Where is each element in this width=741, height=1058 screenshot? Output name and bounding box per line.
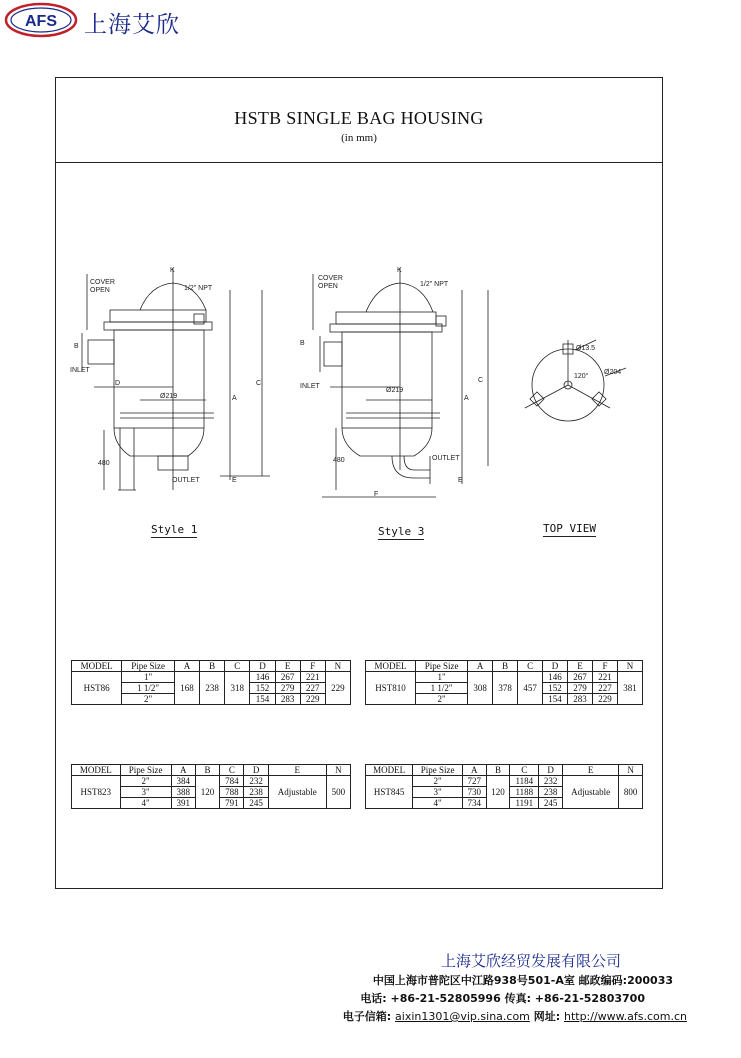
table-header-cell: N xyxy=(617,661,642,672)
table-header-cell: E xyxy=(275,661,300,672)
table-cell: HST823 xyxy=(72,776,121,809)
label-open-1: OPEN xyxy=(90,287,110,294)
table-header-row xyxy=(366,765,643,776)
table-cell: 120 xyxy=(195,776,219,809)
table-header-cell: A xyxy=(468,661,493,672)
table-cell: HST845 xyxy=(366,776,413,809)
table-header-cell: E xyxy=(568,661,593,672)
table-cell: 378 xyxy=(493,672,518,705)
spec-table-hst810 xyxy=(365,660,643,705)
label-top-d2: Ø204 xyxy=(604,369,622,376)
footer-phone: 电话: +86-21-52805996 传真: +86-21-52803700 xyxy=(360,992,645,1005)
table-header-cell: F xyxy=(300,661,325,672)
label-e-1: E xyxy=(232,477,237,484)
company-short-name: 上海艾欣 xyxy=(84,12,180,38)
table-header-cell: E xyxy=(268,765,326,776)
table-header-cell: A xyxy=(462,765,486,776)
table-header-cell: MODEL xyxy=(366,661,416,672)
footer-address: 中国上海市普陀区中江路938号501-A室 邮政编码:200033 xyxy=(372,974,673,987)
table-cell: 221 xyxy=(592,672,617,683)
table-row xyxy=(72,776,351,787)
caption-style1: Style 1 xyxy=(151,523,198,536)
table-header-row xyxy=(72,765,351,776)
table-cell: 168 xyxy=(174,672,199,705)
table-cell: HST86 xyxy=(72,672,122,705)
table-cell: 267 xyxy=(275,672,300,683)
table-header-cell: D xyxy=(250,661,275,672)
table-cell: 232 xyxy=(244,776,268,787)
table-cell: 457 xyxy=(518,672,543,705)
table-header-cell: MODEL xyxy=(72,661,122,672)
table-header-cell: B xyxy=(195,765,219,776)
footer-company: 上海艾欣经贸发展有限公司 xyxy=(440,952,621,970)
table-header-cell: MODEL xyxy=(366,765,413,776)
label-480-1: 480 xyxy=(98,460,110,467)
table-cell: 283 xyxy=(275,694,300,705)
table-header-cell: N xyxy=(325,661,350,672)
table-cell: 4" xyxy=(413,798,463,809)
table-cell: 221 xyxy=(300,672,325,683)
label-480-3: 480 xyxy=(333,457,345,464)
table-cell: 227 xyxy=(592,683,617,694)
table-header-cell: B xyxy=(200,661,225,672)
label-dia-3: Ø219 xyxy=(386,387,404,394)
table-cell: HST810 xyxy=(366,672,416,705)
table-cell: 229 xyxy=(325,672,350,705)
table-row xyxy=(366,672,643,683)
table-cell: 727 xyxy=(462,776,486,787)
table-cell: 245 xyxy=(244,798,268,809)
caption-style3: Style 3 xyxy=(378,525,425,538)
table-cell: 391 xyxy=(171,798,195,809)
top-view-drawing xyxy=(525,340,626,421)
table-cell: 791 xyxy=(220,798,244,809)
table-cell: 800 xyxy=(619,776,643,809)
table-cell: 2" xyxy=(120,776,171,787)
caption-top-view: TOP VIEW xyxy=(543,522,596,535)
table-cell: Adjustable xyxy=(562,776,618,809)
table-cell: 152 xyxy=(250,683,275,694)
label-npt-3: 1/2" NPT xyxy=(420,281,449,288)
table-header-row xyxy=(72,661,351,672)
table-header-cell: N xyxy=(619,765,643,776)
email-link[interactable]: aixin1301@vip.sina.com xyxy=(395,1010,530,1023)
table-cell: 279 xyxy=(275,683,300,694)
table-cell: 229 xyxy=(592,694,617,705)
table-cell: 384 xyxy=(171,776,195,787)
label-cover-1: COVER xyxy=(90,279,115,286)
label-inlet-1: INLET xyxy=(70,367,90,374)
table-cell: 238 xyxy=(539,787,563,798)
label-a-3: A xyxy=(464,395,469,402)
table-cell: 308 xyxy=(468,672,493,705)
table-cell: 2" xyxy=(413,776,463,787)
table-cell: 4" xyxy=(120,798,171,809)
table-cell: 1188 xyxy=(510,787,539,798)
spec-table-hst845 xyxy=(365,764,643,809)
label-k-3: K xyxy=(397,267,402,274)
label-outlet-1: OUTLET xyxy=(172,477,200,484)
table-cell: 2" xyxy=(415,694,467,705)
table-cell: 154 xyxy=(250,694,275,705)
label-k-1: K xyxy=(170,267,175,274)
email-label: 电子信箱: xyxy=(342,1010,396,1023)
table-cell: 152 xyxy=(543,683,568,694)
table-cell: 734 xyxy=(462,798,486,809)
table-cell: 227 xyxy=(300,683,325,694)
table-cell: 146 xyxy=(250,672,275,683)
label-outlet-3: OUTLET xyxy=(432,455,460,462)
table-header-cell: A xyxy=(171,765,195,776)
spec-table-hst86 xyxy=(71,660,351,705)
label-cover-3: COVER xyxy=(318,275,343,282)
table-cell: 1184 xyxy=(510,776,539,787)
table-cell: 730 xyxy=(462,787,486,798)
label-inlet-3: INLET xyxy=(300,383,320,390)
table-header-cell: Pipe Size xyxy=(413,765,463,776)
label-top-angle: 120° xyxy=(574,373,589,380)
table-header-cell: D xyxy=(539,765,563,776)
table-cell: 2" xyxy=(122,694,175,705)
table-cell: 283 xyxy=(568,694,593,705)
table-header-cell: Pipe Size xyxy=(122,661,175,672)
label-c-1: C xyxy=(256,380,262,387)
label-dia-1: Ø219 xyxy=(160,393,178,400)
table-row xyxy=(366,776,643,787)
table-cell: 245 xyxy=(539,798,563,809)
page-subtitle: (in mm) xyxy=(341,132,377,144)
table-header-cell: C xyxy=(225,661,250,672)
table-header-cell: A xyxy=(174,661,199,672)
web-link[interactable]: http://www.afs.com.cn xyxy=(563,1010,687,1023)
label-f-3: F xyxy=(374,491,379,498)
table-cell: 267 xyxy=(568,672,593,683)
label-c-3: C xyxy=(478,377,484,384)
spec-table-hst823 xyxy=(71,764,351,809)
label-b-3: B xyxy=(300,340,305,347)
footer-contact xyxy=(343,1008,687,1024)
table-cell: 154 xyxy=(543,694,568,705)
label-open-3: OPEN xyxy=(318,283,338,290)
table-header-cell: D xyxy=(543,661,568,672)
table-row xyxy=(72,672,351,683)
table-cell: 784 xyxy=(220,776,244,787)
table-cell: Adjustable xyxy=(268,776,326,809)
table-cell: 1 1/2" xyxy=(415,683,467,694)
table-cell: 146 xyxy=(543,672,568,683)
table-header-cell: MODEL xyxy=(72,765,121,776)
table-cell: 120 xyxy=(486,776,510,809)
table-cell: 500 xyxy=(326,776,350,809)
label-e-3: E xyxy=(458,477,463,484)
web-label: 网址: xyxy=(529,1010,564,1023)
table-cell: 381 xyxy=(617,672,642,705)
label-npt-1: 1/2" NPT xyxy=(184,285,213,292)
table-header-cell: Pipe Size xyxy=(120,765,171,776)
table-header-cell: C xyxy=(220,765,244,776)
label-b-1: B xyxy=(74,343,79,350)
table-header-cell: C xyxy=(518,661,543,672)
table-cell: 229 xyxy=(300,694,325,705)
table-header-cell: F xyxy=(592,661,617,672)
table-header-cell: E xyxy=(562,765,618,776)
label-d-1: D xyxy=(115,380,121,387)
table-cell: 318 xyxy=(225,672,250,705)
table-cell: 279 xyxy=(568,683,593,694)
page-title: HSTB SINGLE BAG HOUSING xyxy=(234,108,484,128)
table-header-cell: Pipe Size xyxy=(415,661,467,672)
table-header-cell: B xyxy=(493,661,518,672)
table-cell: 232 xyxy=(539,776,563,787)
table-header-cell: D xyxy=(244,765,268,776)
table-header-cell: N xyxy=(326,765,350,776)
table-cell: 788 xyxy=(220,787,244,798)
table-cell: 388 xyxy=(171,787,195,798)
table-cell: 238 xyxy=(200,672,225,705)
table-cell: 1" xyxy=(415,672,467,683)
table-cell: 3" xyxy=(413,787,463,798)
table-cell: 1191 xyxy=(510,798,539,809)
table-header-cell: B xyxy=(486,765,510,776)
table-cell: 1 1/2" xyxy=(122,683,175,694)
table-cell: 238 xyxy=(244,787,268,798)
table-header-row xyxy=(366,661,643,672)
drawing-label: AFS xyxy=(25,13,57,30)
table-cell: 3" xyxy=(120,787,171,798)
label-a-1: A xyxy=(232,395,237,402)
style1-drawing xyxy=(82,268,270,490)
table-cell: 1" xyxy=(122,672,175,683)
label-top-d1: Ø13.5 xyxy=(576,345,596,352)
table-header-cell: C xyxy=(510,765,539,776)
